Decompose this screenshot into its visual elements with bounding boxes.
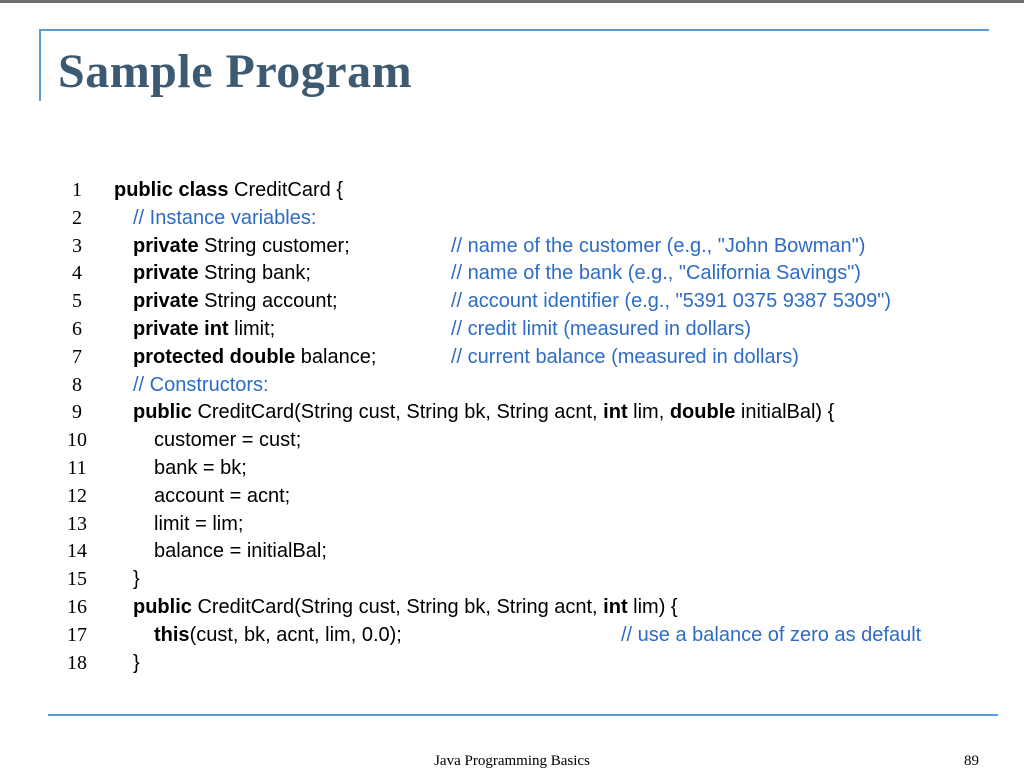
line-number: 15 xyxy=(67,568,87,591)
code-line xyxy=(60,371,990,399)
code-keyword: public xyxy=(133,401,192,424)
line-number: 6 xyxy=(72,317,82,340)
line-number: 14 xyxy=(67,540,87,563)
code-segment: String bank; xyxy=(198,262,311,285)
code-text xyxy=(154,454,247,482)
line-number: 1 xyxy=(72,179,82,201)
code-segment: CreditCard(String cust, String bk, String acnt, xyxy=(191,401,604,424)
code-keyword: private xyxy=(133,290,199,313)
code-keyword: public class xyxy=(114,179,229,201)
code-segment: } xyxy=(133,651,140,674)
code-keyword: double xyxy=(669,401,736,424)
code-line xyxy=(60,259,990,287)
line-number: 5 xyxy=(72,290,82,313)
code-segment: String account; xyxy=(198,290,338,313)
title-rule-left xyxy=(39,29,41,101)
code-keyword: private int xyxy=(133,317,229,340)
code-text xyxy=(133,287,338,315)
code-segment: limit; xyxy=(228,317,276,340)
code-line xyxy=(60,621,990,649)
title-rule-top xyxy=(39,29,989,31)
line-number: 2 xyxy=(72,206,82,229)
line-number: 8 xyxy=(72,373,82,396)
code-comment: // Constructors: xyxy=(133,373,269,396)
code-segment: String customer; xyxy=(198,234,350,257)
code-segment: balance; xyxy=(295,345,377,368)
code-keyword: protected double xyxy=(133,345,296,368)
code-text xyxy=(154,482,290,510)
code-text xyxy=(154,537,327,565)
code-text xyxy=(133,593,678,621)
code-keyword: int xyxy=(603,595,628,618)
code-segment: limit = lim; xyxy=(154,512,244,535)
code-comment: // credit limit (measured in dollars) xyxy=(451,317,752,340)
code-line xyxy=(60,343,990,371)
code-line xyxy=(60,537,990,565)
code-comment: // current balance (measured in dollars) xyxy=(451,345,799,368)
code-line xyxy=(60,426,990,454)
code-comment: // account identifier (e.g., "5391 0375 9387 5309") xyxy=(451,290,892,313)
page-number: 89 xyxy=(964,753,979,769)
code-comment: // name of the bank (e.g., "California Savings") xyxy=(451,262,861,285)
code-text xyxy=(133,565,140,593)
line-number: 7 xyxy=(72,345,82,368)
code-line xyxy=(60,565,990,593)
footer-rule xyxy=(48,714,998,716)
line-number: 3 xyxy=(72,234,82,257)
code-keyword: this xyxy=(154,623,190,646)
code-segment: customer = cust; xyxy=(154,429,302,452)
code-segment: balance = initialBal; xyxy=(154,540,327,563)
code-text xyxy=(133,343,376,371)
code-line xyxy=(60,649,990,677)
code-text xyxy=(133,315,275,343)
code-segment: CreditCard { xyxy=(228,179,343,201)
line-number: 10 xyxy=(67,429,87,452)
line-number: 4 xyxy=(72,262,82,285)
code-line xyxy=(60,204,990,232)
code-keyword: private xyxy=(133,262,199,285)
code-text xyxy=(114,176,343,204)
line-number: 18 xyxy=(67,651,87,674)
line-number: 17 xyxy=(67,623,87,646)
code-line xyxy=(60,482,990,510)
code-line xyxy=(60,510,990,538)
footer-text: Java Programming Basics xyxy=(434,753,590,769)
top-border xyxy=(0,0,1024,3)
code-keyword: private xyxy=(133,234,199,257)
code-line xyxy=(60,287,990,315)
line-number: 11 xyxy=(67,456,87,479)
code-segment: bank = bk; xyxy=(154,456,247,479)
code-comment: // Instance variables: xyxy=(133,206,317,229)
code-line xyxy=(60,454,990,482)
code-comment: // use a balance of zero as default xyxy=(621,623,922,646)
code-line xyxy=(60,593,990,621)
code-text xyxy=(133,259,311,287)
code-text xyxy=(154,426,301,454)
code-line xyxy=(60,398,990,426)
code-line xyxy=(60,232,990,260)
code-text xyxy=(133,232,350,260)
code-line xyxy=(60,315,990,343)
code-text xyxy=(154,510,243,538)
code-segment: account = acnt; xyxy=(154,484,291,507)
code-segment: lim, xyxy=(627,401,670,424)
code-text xyxy=(133,398,834,426)
line-number: 13 xyxy=(67,512,87,535)
code-comment: // name of the customer (e.g., "John Bowman") xyxy=(451,234,866,257)
code-segment: } xyxy=(133,568,140,591)
code-segment: CreditCard(String cust, String bk, String acnt, xyxy=(191,595,604,618)
code-text xyxy=(133,649,140,677)
code-segment: (cust, bk, acnt, lim, 0.0); xyxy=(189,623,402,646)
code-listing xyxy=(60,176,990,676)
code-line xyxy=(60,176,990,204)
line-number: 12 xyxy=(67,484,87,507)
slide-title: Sample Program xyxy=(58,45,413,98)
code-text xyxy=(154,621,402,649)
line-number: 16 xyxy=(67,595,87,618)
code-keyword: public xyxy=(133,595,192,618)
line-number: 9 xyxy=(72,401,82,424)
code-segment: initialBal) { xyxy=(735,401,835,424)
code-segment: lim) { xyxy=(627,595,678,618)
code-keyword: int xyxy=(603,401,628,424)
